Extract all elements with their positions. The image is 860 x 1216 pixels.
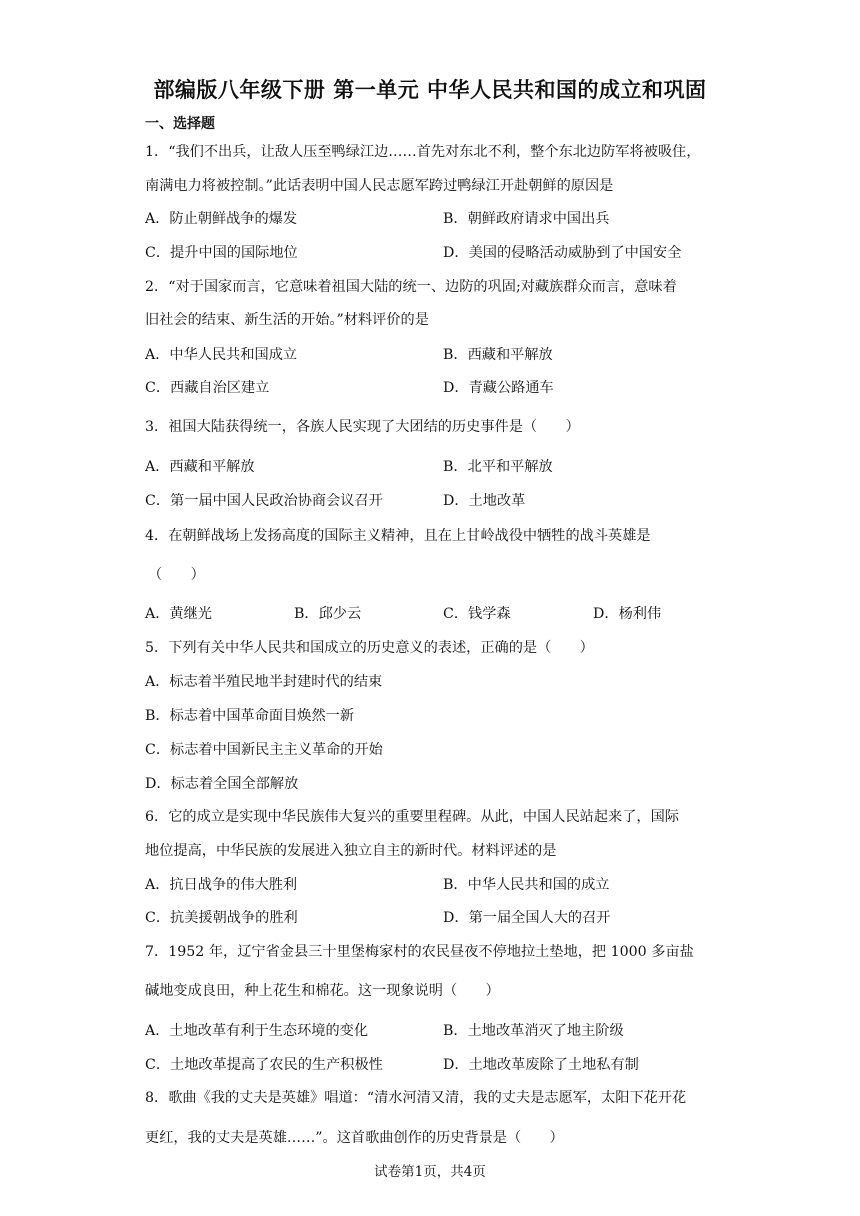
question-5-option-d: D．标志着全国全部解放 xyxy=(145,776,299,792)
question-6-option-c: C．抗美援朝战争的胜利 xyxy=(145,910,298,926)
question-1-line-1: 1．“我们不出兵，让敌人压至鸭绿江边……首先对东北不利，整个东北边防军将被吸住， xyxy=(145,144,701,160)
page-footer: 试卷第1页，共4页 xyxy=(374,1164,486,1180)
question-3-line-1: 3．祖国大陆获得统一，各族人民实现了大团结的历史事件是（ ） xyxy=(145,419,580,435)
question-4-option-a: A．黄继光 xyxy=(145,606,212,622)
section-heading: 一、选择题 xyxy=(145,116,215,132)
question-7-line-2: 碱地变成良田，种上花生和棉花。这一现象说明（ ） xyxy=(145,983,500,999)
question-3-option-d: D．土地改革 xyxy=(443,493,526,509)
question-4-option-c: C．钱学森 xyxy=(443,606,511,622)
question-7-option-a: A．土地改革有利于生态环境的变化 xyxy=(145,1023,369,1039)
question-3-option-c: C．第一届中国人民政治协商会议召开 xyxy=(145,493,383,509)
question-2-option-a: A．中华人民共和国成立 xyxy=(145,347,298,363)
question-4-option-b: B．邱少云 xyxy=(294,606,362,622)
question-7-line-1: 7．1952 年，辽宁省金县三十里堡梅家村的农民昼夜不停地拉土垫地，把 1000 多亩盐 xyxy=(145,944,694,960)
question-1-line-2: 南满电力将被控制。”此话表明中国人民志愿军跨过鸭绿江开赴朝鲜的原因是 xyxy=(145,178,614,194)
question-7-option-d: D．土地改革废除了土地私有制 xyxy=(443,1057,639,1073)
question-1-option-c: C．提升中国的国际地位 xyxy=(145,245,298,261)
question-2-line-2: 旧社会的结束、新生活的开始。”材料评价的是 xyxy=(145,312,429,328)
question-2-option-c: C．西藏自治区建立 xyxy=(145,380,270,396)
question-2-option-d: D．青藏公路通车 xyxy=(443,380,554,396)
question-5-option-a: A．标志着半殖民地半封建时代的结束 xyxy=(145,674,383,690)
question-5-line-1: 5．下列有关中华人民共和国成立的历史意义的表述，正确的是（ ） xyxy=(145,640,594,656)
question-6-option-b: B．中华人民共和国的成立 xyxy=(443,877,610,893)
question-8-line-2: 更红，我的丈夫是英雄……”。这首歌曲创作的历史背景是（ ） xyxy=(145,1130,564,1146)
question-6-option-a: A．抗日战争的伟大胜利 xyxy=(145,877,298,893)
question-7-option-c: C．土地改革提高了农民的生产积极性 xyxy=(145,1057,383,1073)
question-4-line-2: （ ） xyxy=(148,567,205,583)
question-6-line-1: 6．它的成立是实现中华民族伟大复兴的重要里程碑。从此，中国人民站起来了，国际 xyxy=(145,809,679,825)
question-1-option-b: B．朝鲜政府请求中国出兵 xyxy=(443,211,610,227)
question-4-option-d: D．杨利伟 xyxy=(593,606,662,622)
question-2-option-b: B．西藏和平解放 xyxy=(443,347,553,363)
page-title: 部编版八年级下册 第一单元 中华人民共和国的成立和巩固 xyxy=(153,78,707,102)
question-6-line-2: 地位提高，中华民族的发展进入独立自主的新时代。材料评述的是 xyxy=(145,843,557,859)
question-1-option-a: A．防止朝鲜战争的爆发 xyxy=(145,211,298,227)
question-6-option-d: D．第一届全国人大的召开 xyxy=(443,910,611,926)
question-1-option-d: D．美国的侵略活动威胁到了中国安全 xyxy=(443,245,682,261)
question-4-line-1: 4．在朝鲜战场上发扬高度的国际主义精神，且在上甘岭战役中牺牲的战斗英雄是 xyxy=(145,528,651,544)
question-2-line-1: 2．“对于国家而言，它意味着祖国大陆的统一、边防的巩固;对藏族群众而言，意味着 xyxy=(145,279,677,295)
question-3-option-a: A．西藏和平解放 xyxy=(145,459,255,475)
question-5-option-c: C．标志着中国新民主主义革命的开始 xyxy=(145,742,383,758)
question-5-option-b: B．标志着中国革命面目焕然一新 xyxy=(145,708,355,724)
question-3-option-b: B．北平和平解放 xyxy=(443,459,553,475)
question-8-line-1: 8．歌曲《我的丈夫是英雄》唱道：“清水河清又清，我的丈夫是志愿军，太阳下花开花 xyxy=(145,1090,687,1106)
question-7-option-b: B．土地改革消灭了地主阶级 xyxy=(443,1023,624,1039)
